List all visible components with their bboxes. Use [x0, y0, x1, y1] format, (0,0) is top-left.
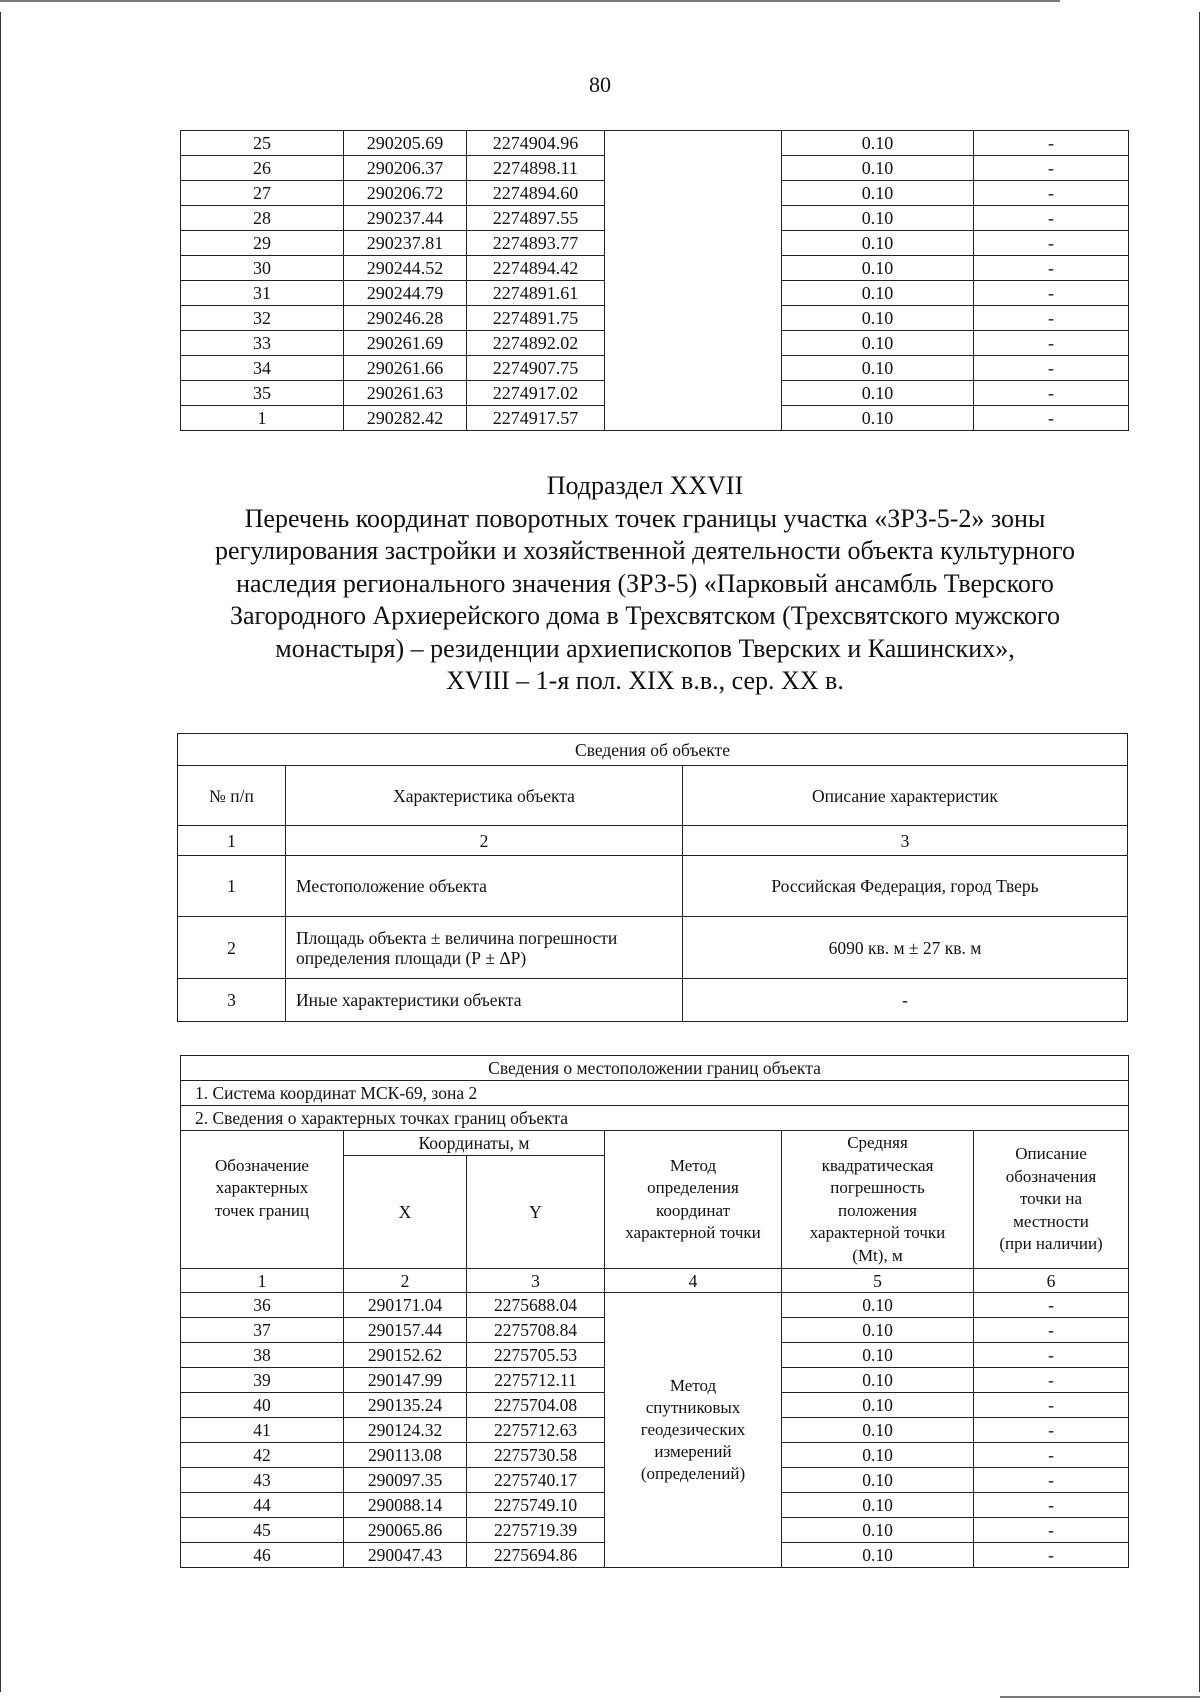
point-number: 26	[181, 156, 344, 181]
col-number: 1	[178, 826, 286, 856]
x-coordinate: 290246.28	[344, 306, 467, 331]
table-row	[178, 856, 1128, 917]
point-number: 44	[181, 1493, 344, 1518]
row-characteristic: Местоположение объекта	[286, 856, 683, 917]
point-number: 39	[181, 1368, 344, 1393]
x-coordinate: 290097.35	[344, 1468, 467, 1493]
header-line: характерной точки	[625, 1223, 761, 1242]
mt-value: 0.10	[782, 256, 974, 281]
header-line: Средняя	[847, 1133, 908, 1152]
boundary-location-table	[180, 1055, 1129, 1568]
point-number: 35	[181, 381, 344, 406]
y-coordinate: 2275749.10	[467, 1493, 605, 1518]
y-coordinate: 2275688.04	[467, 1293, 605, 1318]
subsection-title: Подраздел XXVII	[546, 471, 744, 500]
col-number: 5	[782, 1269, 974, 1293]
point-number: 29	[181, 231, 344, 256]
x-coordinate: 290152.62	[344, 1343, 467, 1368]
point-description: -	[974, 256, 1129, 281]
characteristic-line: определения площади (Р ± ΔР)	[296, 947, 527, 968]
x-coordinate: 290088.14	[344, 1493, 467, 1518]
header-method	[605, 1131, 782, 1269]
point-description: -	[974, 331, 1129, 356]
point-description: -	[974, 206, 1129, 231]
header-line: Обозначение	[215, 1155, 309, 1175]
row-description: Российская Федерация, город Тверь	[683, 856, 1128, 917]
mt-value: 0.10	[782, 406, 974, 431]
point-description: -	[974, 1418, 1129, 1443]
mt-value: 0.10	[782, 1543, 974, 1568]
point-description: -	[974, 406, 1129, 431]
point-number: 33	[181, 331, 344, 356]
col-number: 2	[344, 1269, 467, 1293]
y-coordinate: 2275708.84	[467, 1318, 605, 1343]
page-number: 80	[589, 72, 611, 97]
subsection-heading	[160, 470, 1130, 698]
point-number: 31	[181, 281, 344, 306]
point-number: 46	[181, 1543, 344, 1568]
method-line: спутниковых	[645, 1398, 741, 1417]
location-title: Сведения о местоположении границ объекта	[181, 1056, 1129, 1081]
y-coordinate: 2274893.77	[467, 231, 605, 256]
point-description: -	[974, 356, 1129, 381]
point-description: -	[974, 1468, 1129, 1493]
coord-system: 1. Система координат МСК-69, зона 2	[181, 1081, 1129, 1106]
col-number: 4	[605, 1269, 782, 1293]
point-number: 38	[181, 1343, 344, 1368]
point-description: -	[974, 1543, 1129, 1568]
x-coordinate: 290047.43	[344, 1543, 467, 1568]
heading-line: монастыря) – резиденции архиепископов Тверских и Кашинских»,	[275, 633, 1015, 663]
header-point-description	[974, 1131, 1129, 1269]
y-coordinate: 2275705.53	[467, 1343, 605, 1368]
y-coordinate: 2274917.57	[467, 406, 605, 431]
point-description: -	[974, 381, 1129, 406]
heading-line: наследия регионального значения (ЗРЗ-5) «Парковый ансамбль Тверского	[236, 568, 1054, 598]
x-coordinate: 290113.08	[344, 1443, 467, 1468]
x-coordinate: 290237.81	[344, 231, 467, 256]
point-number: 36	[181, 1293, 344, 1318]
y-coordinate: 2274894.60	[467, 181, 605, 206]
header-line: (при наличии)	[999, 1234, 1103, 1254]
point-description: -	[974, 131, 1129, 156]
header-characteristic: Характеристика объекта	[286, 766, 683, 826]
method-line: геодезических	[640, 1420, 746, 1439]
point-description: -	[974, 1293, 1129, 1318]
header-line: характерной точки	[809, 1223, 946, 1242]
header-description: Описание характеристик	[683, 766, 1128, 826]
point-description: -	[974, 181, 1129, 206]
heading-line: Загородного Архиерейского дома в Трехсвятском (Трехсвятского мужского	[229, 601, 1061, 630]
point-number: 45	[181, 1518, 344, 1543]
mt-value: 0.10	[782, 1518, 974, 1543]
header-line: определения	[647, 1178, 739, 1197]
point-number: 34	[181, 356, 344, 381]
page-edge-left	[0, 12, 1, 1692]
header-line: точки на	[1019, 1189, 1083, 1209]
mt-value: 0.10	[782, 131, 974, 156]
mt-value: 0.10	[782, 1393, 974, 1418]
col-number: 6	[974, 1269, 1129, 1293]
header-line: (Mt), м	[852, 1245, 903, 1265]
point-description: -	[974, 1493, 1129, 1518]
mt-value: 0.10	[782, 381, 974, 406]
point-description: -	[974, 306, 1129, 331]
point-number: 43	[181, 1468, 344, 1493]
method-line: (определений)	[640, 1464, 746, 1483]
y-coordinate: 2275704.08	[467, 1393, 605, 1418]
point-description: -	[974, 281, 1129, 306]
y-coordinate: 2274907.75	[467, 356, 605, 381]
header-line: Описание	[1015, 1144, 1087, 1164]
method-line: Метод	[669, 1376, 717, 1395]
x-coordinate: 290261.69	[344, 331, 467, 356]
point-number: 27	[181, 181, 344, 206]
y-coordinate: 2274897.55	[467, 206, 605, 231]
y-coordinate: 2275712.11	[467, 1368, 605, 1393]
characteristic-line: Площадь объекта ± величина погрешности	[296, 927, 618, 948]
y-coordinate: 2274894.42	[467, 256, 605, 281]
y-coordinate: 2275694.86	[467, 1543, 605, 1568]
point-description: -	[974, 1443, 1129, 1468]
row-number: 2	[178, 917, 286, 979]
points-title: 2. Сведения о характерных точках границ объекта	[181, 1106, 1129, 1131]
point-number: 25	[181, 131, 344, 156]
row-characteristic	[286, 917, 683, 979]
point-description: -	[974, 1368, 1129, 1393]
point-number: 42	[181, 1443, 344, 1468]
y-coordinate: 2274898.11	[467, 156, 605, 181]
header-x: X	[344, 1156, 467, 1269]
mt-value: 0.10	[782, 1418, 974, 1443]
row-number: 3	[178, 979, 286, 1022]
x-coordinate: 290206.72	[344, 181, 467, 206]
table-row	[178, 979, 1128, 1022]
x-coordinate: 290157.44	[344, 1318, 467, 1343]
header-line: координат	[655, 1200, 731, 1220]
page-edge-top	[0, 0, 1060, 2]
y-coordinate: 2275719.39	[467, 1518, 605, 1543]
col-number: 1	[181, 1269, 344, 1293]
header-coordinates: Координаты, м	[344, 1131, 605, 1156]
x-coordinate: 290237.44	[344, 206, 467, 231]
point-number: 37	[181, 1318, 344, 1343]
header-line: обозначения	[1005, 1166, 1097, 1186]
point-number: 28	[181, 206, 344, 231]
x-coordinate: 290261.63	[344, 381, 467, 406]
x-coordinate: 290205.69	[344, 131, 467, 156]
row-number: 1	[178, 856, 286, 917]
y-coordinate: 2275730.58	[467, 1443, 605, 1468]
header-number: № п/п	[178, 766, 286, 826]
header-line: погрешность	[830, 1178, 925, 1197]
point-description: -	[974, 231, 1129, 256]
table-row	[181, 1293, 1129, 1318]
mt-value: 0.10	[782, 156, 974, 181]
header-line: характерных	[215, 1178, 309, 1198]
point-description: -	[974, 1343, 1129, 1368]
y-coordinate: 2274892.02	[467, 331, 605, 356]
mt-value: 0.10	[782, 1368, 974, 1393]
heading-line: XVIII – 1-я пол. XIX в.в., сер. XX в.	[446, 666, 844, 695]
point-description: -	[974, 1318, 1129, 1343]
row-characteristic: Иные характеристики объекта	[286, 979, 683, 1022]
x-coordinate: 290135.24	[344, 1393, 467, 1418]
x-coordinate: 290124.32	[344, 1418, 467, 1443]
mt-value: 0.10	[782, 1468, 974, 1493]
header-line: точек границ	[214, 1200, 310, 1220]
point-description: -	[974, 156, 1129, 181]
point-number: 30	[181, 256, 344, 281]
continuation-coordinates-table	[180, 130, 1129, 431]
x-coordinate: 290261.66	[344, 356, 467, 381]
mt-value: 0.10	[782, 181, 974, 206]
heading-line: Перечень координат поворотных точек границы участка «ЗРЗ-5-2» зоны	[244, 503, 1046, 533]
y-coordinate: 2275740.17	[467, 1468, 605, 1493]
header-line: местности	[1013, 1211, 1089, 1231]
mt-value: 0.10	[782, 206, 974, 231]
object-info-table	[177, 733, 1128, 1022]
x-coordinate: 290244.52	[344, 256, 467, 281]
header-designation	[181, 1131, 344, 1269]
table-row	[181, 131, 1129, 156]
point-number: 41	[181, 1418, 344, 1443]
method-cell	[605, 1293, 782, 1568]
mt-value: 0.10	[782, 331, 974, 356]
object-info-title: Сведения об объекте	[178, 734, 1128, 766]
point-description: -	[974, 1518, 1129, 1543]
x-coordinate: 290244.79	[344, 281, 467, 306]
y-coordinate: 2274891.75	[467, 306, 605, 331]
point-description: -	[974, 1393, 1129, 1418]
header-line: Метод	[669, 1155, 717, 1175]
y-coordinate: 2274904.96	[467, 131, 605, 156]
mt-value: 0.10	[782, 306, 974, 331]
y-coordinate: 2274891.61	[467, 281, 605, 306]
method-line: измерений	[654, 1442, 732, 1461]
x-coordinate: 290147.99	[344, 1368, 467, 1393]
col-number: 3	[683, 826, 1128, 856]
method-cell	[605, 131, 782, 431]
y-coordinate: 2274917.02	[467, 381, 605, 406]
x-coordinate: 290206.37	[344, 156, 467, 181]
x-coordinate: 290065.86	[344, 1518, 467, 1543]
mt-value: 0.10	[782, 231, 974, 256]
row-description: 6090 кв. м ± 27 кв. м	[683, 917, 1128, 979]
point-number: 1	[181, 406, 344, 431]
mt-value: 0.10	[782, 281, 974, 306]
header-mt	[782, 1131, 974, 1269]
mt-value: 0.10	[782, 356, 974, 381]
point-number: 40	[181, 1393, 344, 1418]
y-coordinate: 2275712.63	[467, 1418, 605, 1443]
mt-value: 0.10	[782, 1343, 974, 1368]
x-coordinate: 290282.42	[344, 406, 467, 431]
header-line: положения	[837, 1200, 917, 1220]
heading-line: регулирования застройки и хозяйственной деятельности объекта культурного	[215, 536, 1075, 565]
col-number: 2	[286, 826, 683, 856]
mt-value: 0.10	[782, 1318, 974, 1343]
row-description: -	[683, 979, 1128, 1022]
point-number: 32	[181, 306, 344, 331]
mt-value: 0.10	[782, 1493, 974, 1518]
col-number: 3	[467, 1269, 605, 1293]
header-y: Y	[467, 1156, 605, 1269]
header-line: квадратическая	[821, 1155, 934, 1175]
table-row	[178, 917, 1128, 979]
x-coordinate: 290171.04	[344, 1293, 467, 1318]
mt-value: 0.10	[782, 1443, 974, 1468]
mt-value: 0.10	[782, 1293, 974, 1318]
